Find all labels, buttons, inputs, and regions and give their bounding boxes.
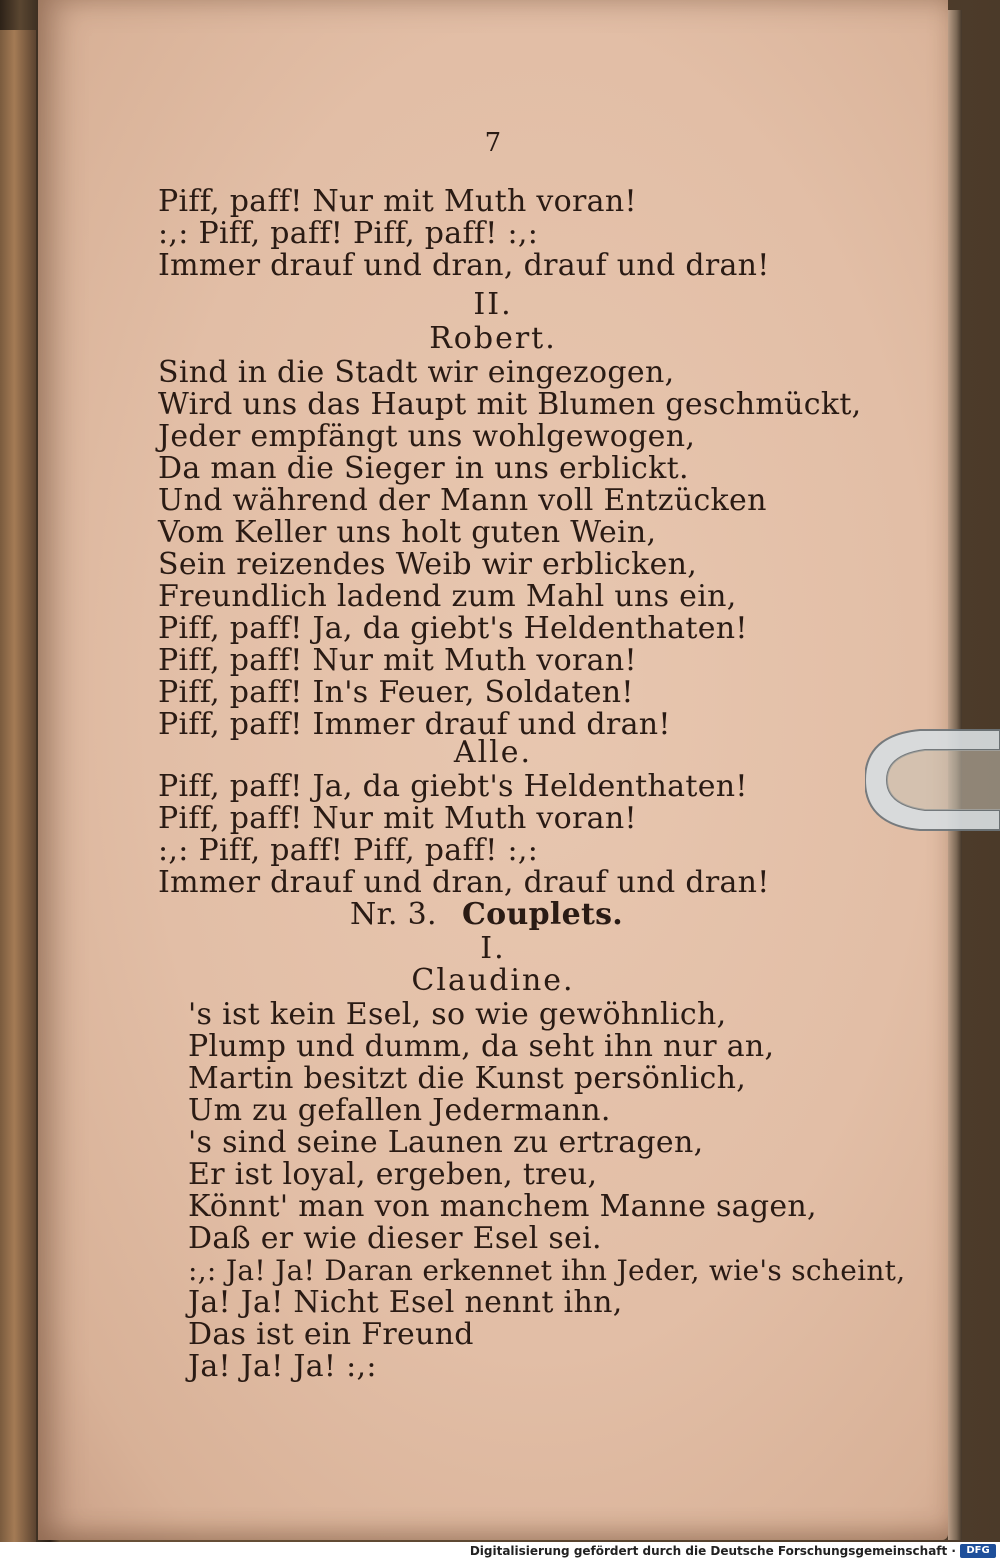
section-numeral: II.: [473, 287, 513, 322]
verse-line: Sind in die Stadt wir eingezogen,: [158, 355, 675, 390]
verse-line: Daß er wie dieser Esel sei.: [188, 1221, 602, 1256]
verse-line: Piff, paff! In's Feuer, Soldaten!: [158, 675, 634, 710]
footer-bar: [0, 1542, 1000, 1562]
footer-credit: Digitalisierung gefördert durch die Deutsche Forschungsgemeinschaft ·: [469, 1544, 956, 1558]
verse-line: Piff, paff! Ja, da giebt's Heldenthaten!: [158, 611, 748, 646]
book-page: [38, 0, 948, 1540]
verse-line: Piff, paff! Nur mit Muth voran!: [158, 643, 637, 678]
verse-line: Freundlich ladend zum Mahl uns ein,: [158, 579, 737, 614]
verse-line: Piff, paff! Immer drauf und dran!: [158, 707, 671, 742]
verse-line: Piff, paff! Nur mit Muth voran!: [158, 184, 637, 219]
verse-line: Piff, paff! Ja, da giebt's Heldenthaten!: [158, 769, 748, 804]
verse-line: Plump und dumm, da seht ihn nur an,: [188, 1029, 775, 1064]
verse-line: Immer drauf und dran, drauf und dran!: [158, 865, 770, 900]
verse-line: Ja! Ja! Nicht Esel nennt ihn,: [188, 1285, 623, 1320]
verse-line: Er ist loyal, ergeben, treu,: [188, 1157, 598, 1192]
page-number: 7: [484, 128, 502, 158]
verse-line: :,: Piff, paff! Piff, paff! :,:: [158, 833, 539, 868]
verse-line: Immer drauf und dran, drauf und dran!: [158, 248, 770, 283]
verse-line: Ja! Ja! Ja! :,:: [188, 1349, 377, 1384]
verse-line: Da man die Sieger in uns erblickt.: [158, 451, 689, 486]
dfg-logo-icon: DFG: [960, 1544, 996, 1558]
verse-line: 's ist kein Esel, so wie gewöhnlich,: [188, 997, 727, 1032]
verse-line: Sein reizendes Weib wir erblicken,: [158, 547, 698, 582]
book-spine: [0, 30, 36, 1550]
section-numeral: I.: [480, 931, 506, 966]
verse-line: :,: Ja! Ja! Daran erkennet ihn Jeder, wie's scheint,: [188, 1254, 906, 1287]
verse-line: Martin besitzt die Kunst persönlich,: [188, 1061, 747, 1096]
verse-line: Piff, paff! Nur mit Muth voran!: [158, 801, 637, 836]
section-heading-number: Nr. 3.: [350, 897, 437, 932]
verse-line: Könnt' man von manchem Manne sagen,: [188, 1189, 817, 1224]
speaker-name: Alle.: [453, 735, 533, 770]
verse-line: :,: Piff, paff! Piff, paff! :,:: [158, 216, 539, 251]
speaker-name: Robert.: [429, 321, 557, 356]
verse-line: Wird uns das Haupt mit Blumen geschmückt,: [158, 387, 862, 422]
verse-line: Das ist ein Freund: [188, 1317, 474, 1352]
section-heading-title: Couplets.: [462, 897, 624, 932]
verse-line: Und während der Mann voll Entzücken: [158, 483, 767, 518]
verse-line: Jeder empfängt uns wohlgewogen,: [158, 419, 696, 454]
verse-line: Um zu gefallen Jedermann.: [188, 1093, 611, 1128]
bookmark-clip: [865, 720, 1000, 840]
speaker-name: Claudine.: [411, 963, 575, 998]
verse-line: 's sind seine Launen zu ertragen,: [188, 1125, 704, 1160]
verse-line: Vom Keller uns holt guten Wein,: [158, 515, 657, 550]
